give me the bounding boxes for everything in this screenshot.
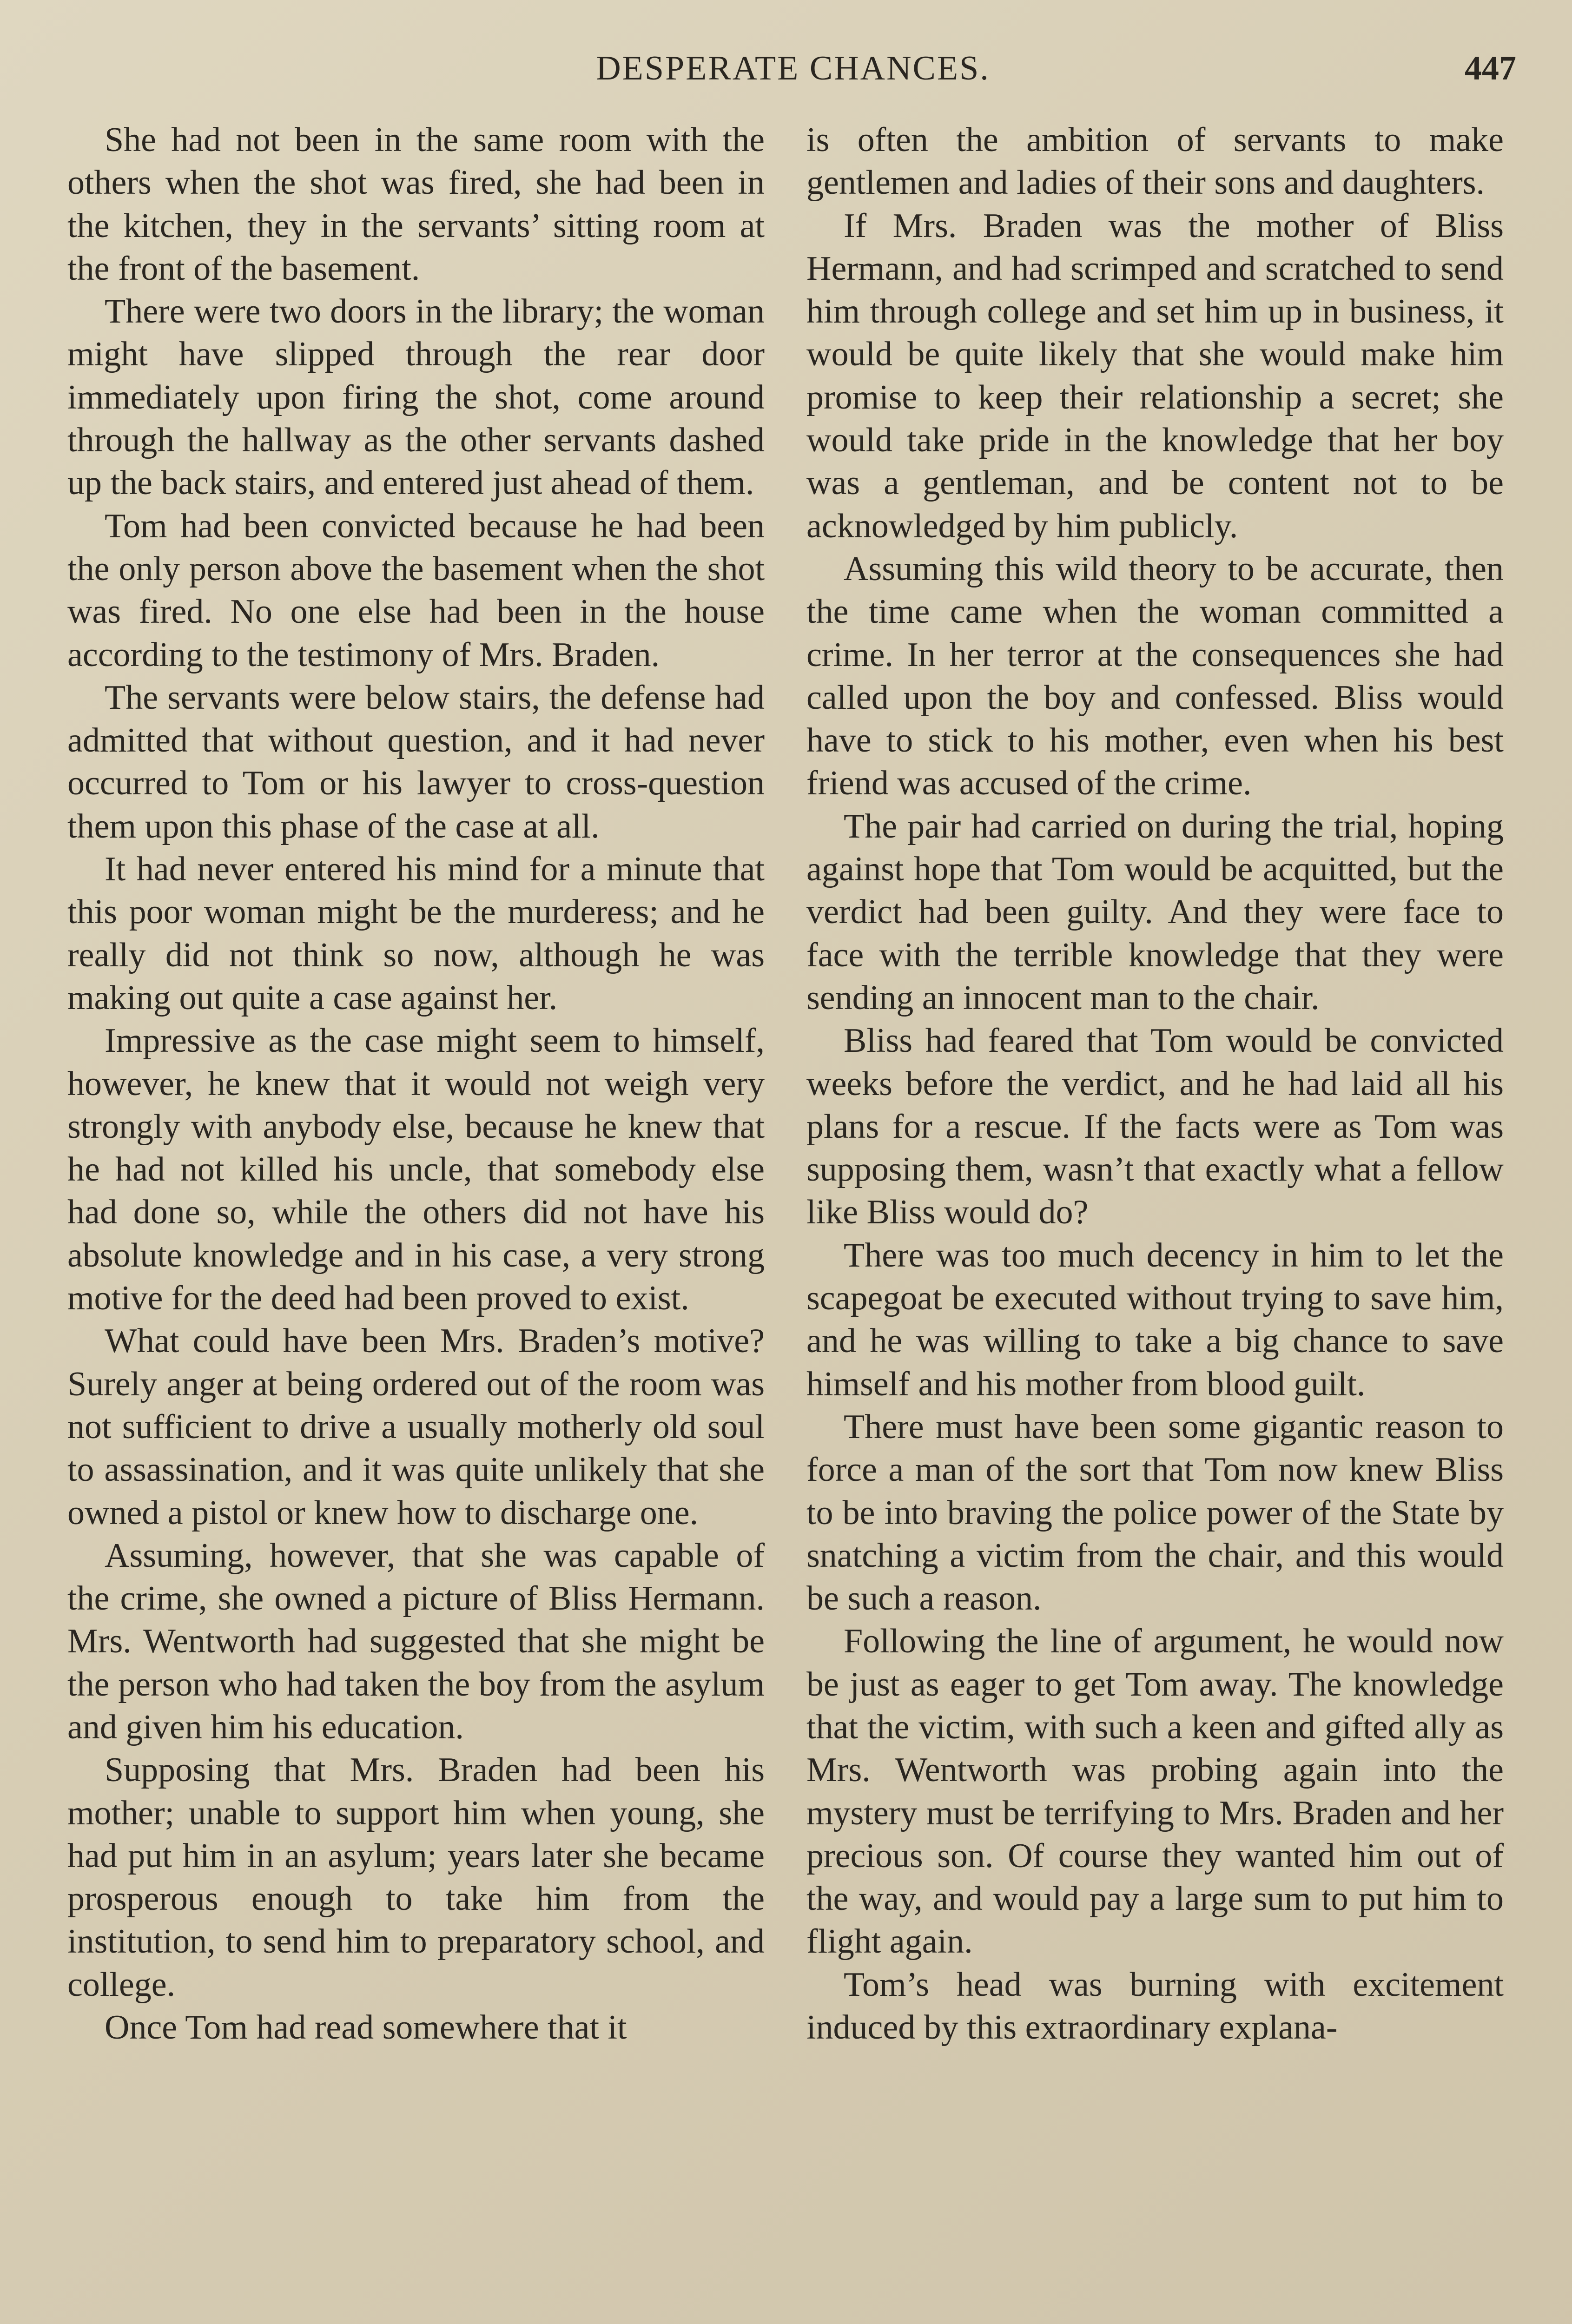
paragraph: Following the line of argument, he would now be just as eager to get Tom away. The knowledge that the victim, with such a keen and gifted ally as Mrs. Wentworth was probing again into the mystery must be terrifying to Mrs. Braden and her precious son. Of course they wanted him out of the way, and would pay a large sum to put him to flight again.	[806, 1622, 1504, 1961]
paragraph: Supposing that Mrs. Braden had been his mother; unable to support him when young, she had put him in an asylum; years later she became prosperous enough to take him from the institution, to send him to preparatory school, and college.	[67, 1751, 765, 2004]
running-title: DESPERATE CHANCES.	[596, 49, 990, 87]
paragraph: It had never entered his mind for a minute that this poor woman might be the murderess; and he really did not think so now, although he was making out quite a case against her.	[67, 850, 765, 1017]
paragraph: Impressive as the case might seem to himself, however, he knew that it would not weigh very strongly with anybody else, because he knew that he had not killed his uncle, that somebody else had done so, while the others did not have his absolute knowledge and in his case, a very strong motive for the deed had been proved to exist.	[67, 1022, 765, 1318]
paragraph: There were two doors in the library; the woman might have slipped through the rear door immediately upon firing the shot, come around through the hallway as the other servants dashed up the back stairs, and entered just ahead of them.	[67, 292, 765, 502]
paragraph: Once Tom had read somewhere that it	[105, 2008, 627, 2047]
paragraph: Tom’s head was burning with excitement induced by this extraordinary explana-	[806, 1965, 1504, 2047]
paragraph: The servants were below stairs, the defense had admitted that without question, and it had never occurred to Tom or his lawyer to cross-question them upon this phase of the case at all.	[67, 678, 765, 845]
paragraph: What could have been Mrs. Braden’s motive? Surely anger at being ordered out of the room was not sufficient to drive a usually motherly old soul to assassination, and it was quite unlikely that she owned a pistol or knew how to discharge one.	[67, 1322, 765, 1532]
paragraph: She had not been in the same room with the others when the shot was fired, she had been in the kitchen, they in the servants’ sitting room at the front of the basement.	[67, 121, 765, 288]
paragraph: is often the ambition of servants to make gentlemen and ladies of their sons and daughters.	[806, 121, 1504, 202]
running-header	[70, 44, 1516, 100]
paragraph: If Mrs. Braden was the mother of Bliss Hermann, and had scrimped and scratched to send him through college and set him up in business, it would be quite likely that she would make him promise to keep their relationship a secret; she would take pride in the knowledge that her boy was a gentleman, and be content not to be acknowledged by him publicly.	[806, 206, 1504, 545]
right-column	[806, 119, 1504, 2049]
page-number: 447	[1465, 49, 1516, 87]
paragraph: There must have been some gigantic reason to force a man of the sort that Tom now knew Bliss to be into braving the police power of the State by snatching a victim from the chair, and this would be such a reason.	[806, 1407, 1504, 1618]
paragraph: The pair had carried on during the trial, hoping against hope that Tom would be acquitted, but the verdict had been guilty. And they were face to face with the terrible knowledge that they were sending an innocent man to the chair.	[806, 807, 1504, 1017]
paragraph: Tom had been convicted because he had been the only person above the basement when the shot was fired. No one else had been in the house according to the testimony of Mrs. Braden.	[67, 507, 765, 674]
paragraph: Bliss had feared that Tom would be convicted weeks before the verdict, and he had laid all his plans for a rescue. If the facts were as Tom was supposing them, wasn’t that exactly what a fellow like Bliss would do?	[806, 1022, 1504, 1232]
paragraph: Assuming, however, that she was capable of the crime, she owned a picture of Bliss Hermann. Mrs. Wentworth had suggested that she might be the person who had taken the boy from the asylum and given him his education.	[67, 1536, 765, 1746]
paragraph: There was too much decency in him to let the scapegoat be executed without trying to save him, and he was willing to take a big chance to save himself and his mother from blood guilt.	[806, 1236, 1504, 1403]
paragraph: Assuming this wild theory to be accurate, then the time came when the woman committed a crime. In her terror at the consequences she had called upon the boy and confessed. Bliss would have to stick to his mother, even when his best friend was accused of the crime.	[806, 549, 1504, 803]
left-column	[67, 119, 765, 2049]
